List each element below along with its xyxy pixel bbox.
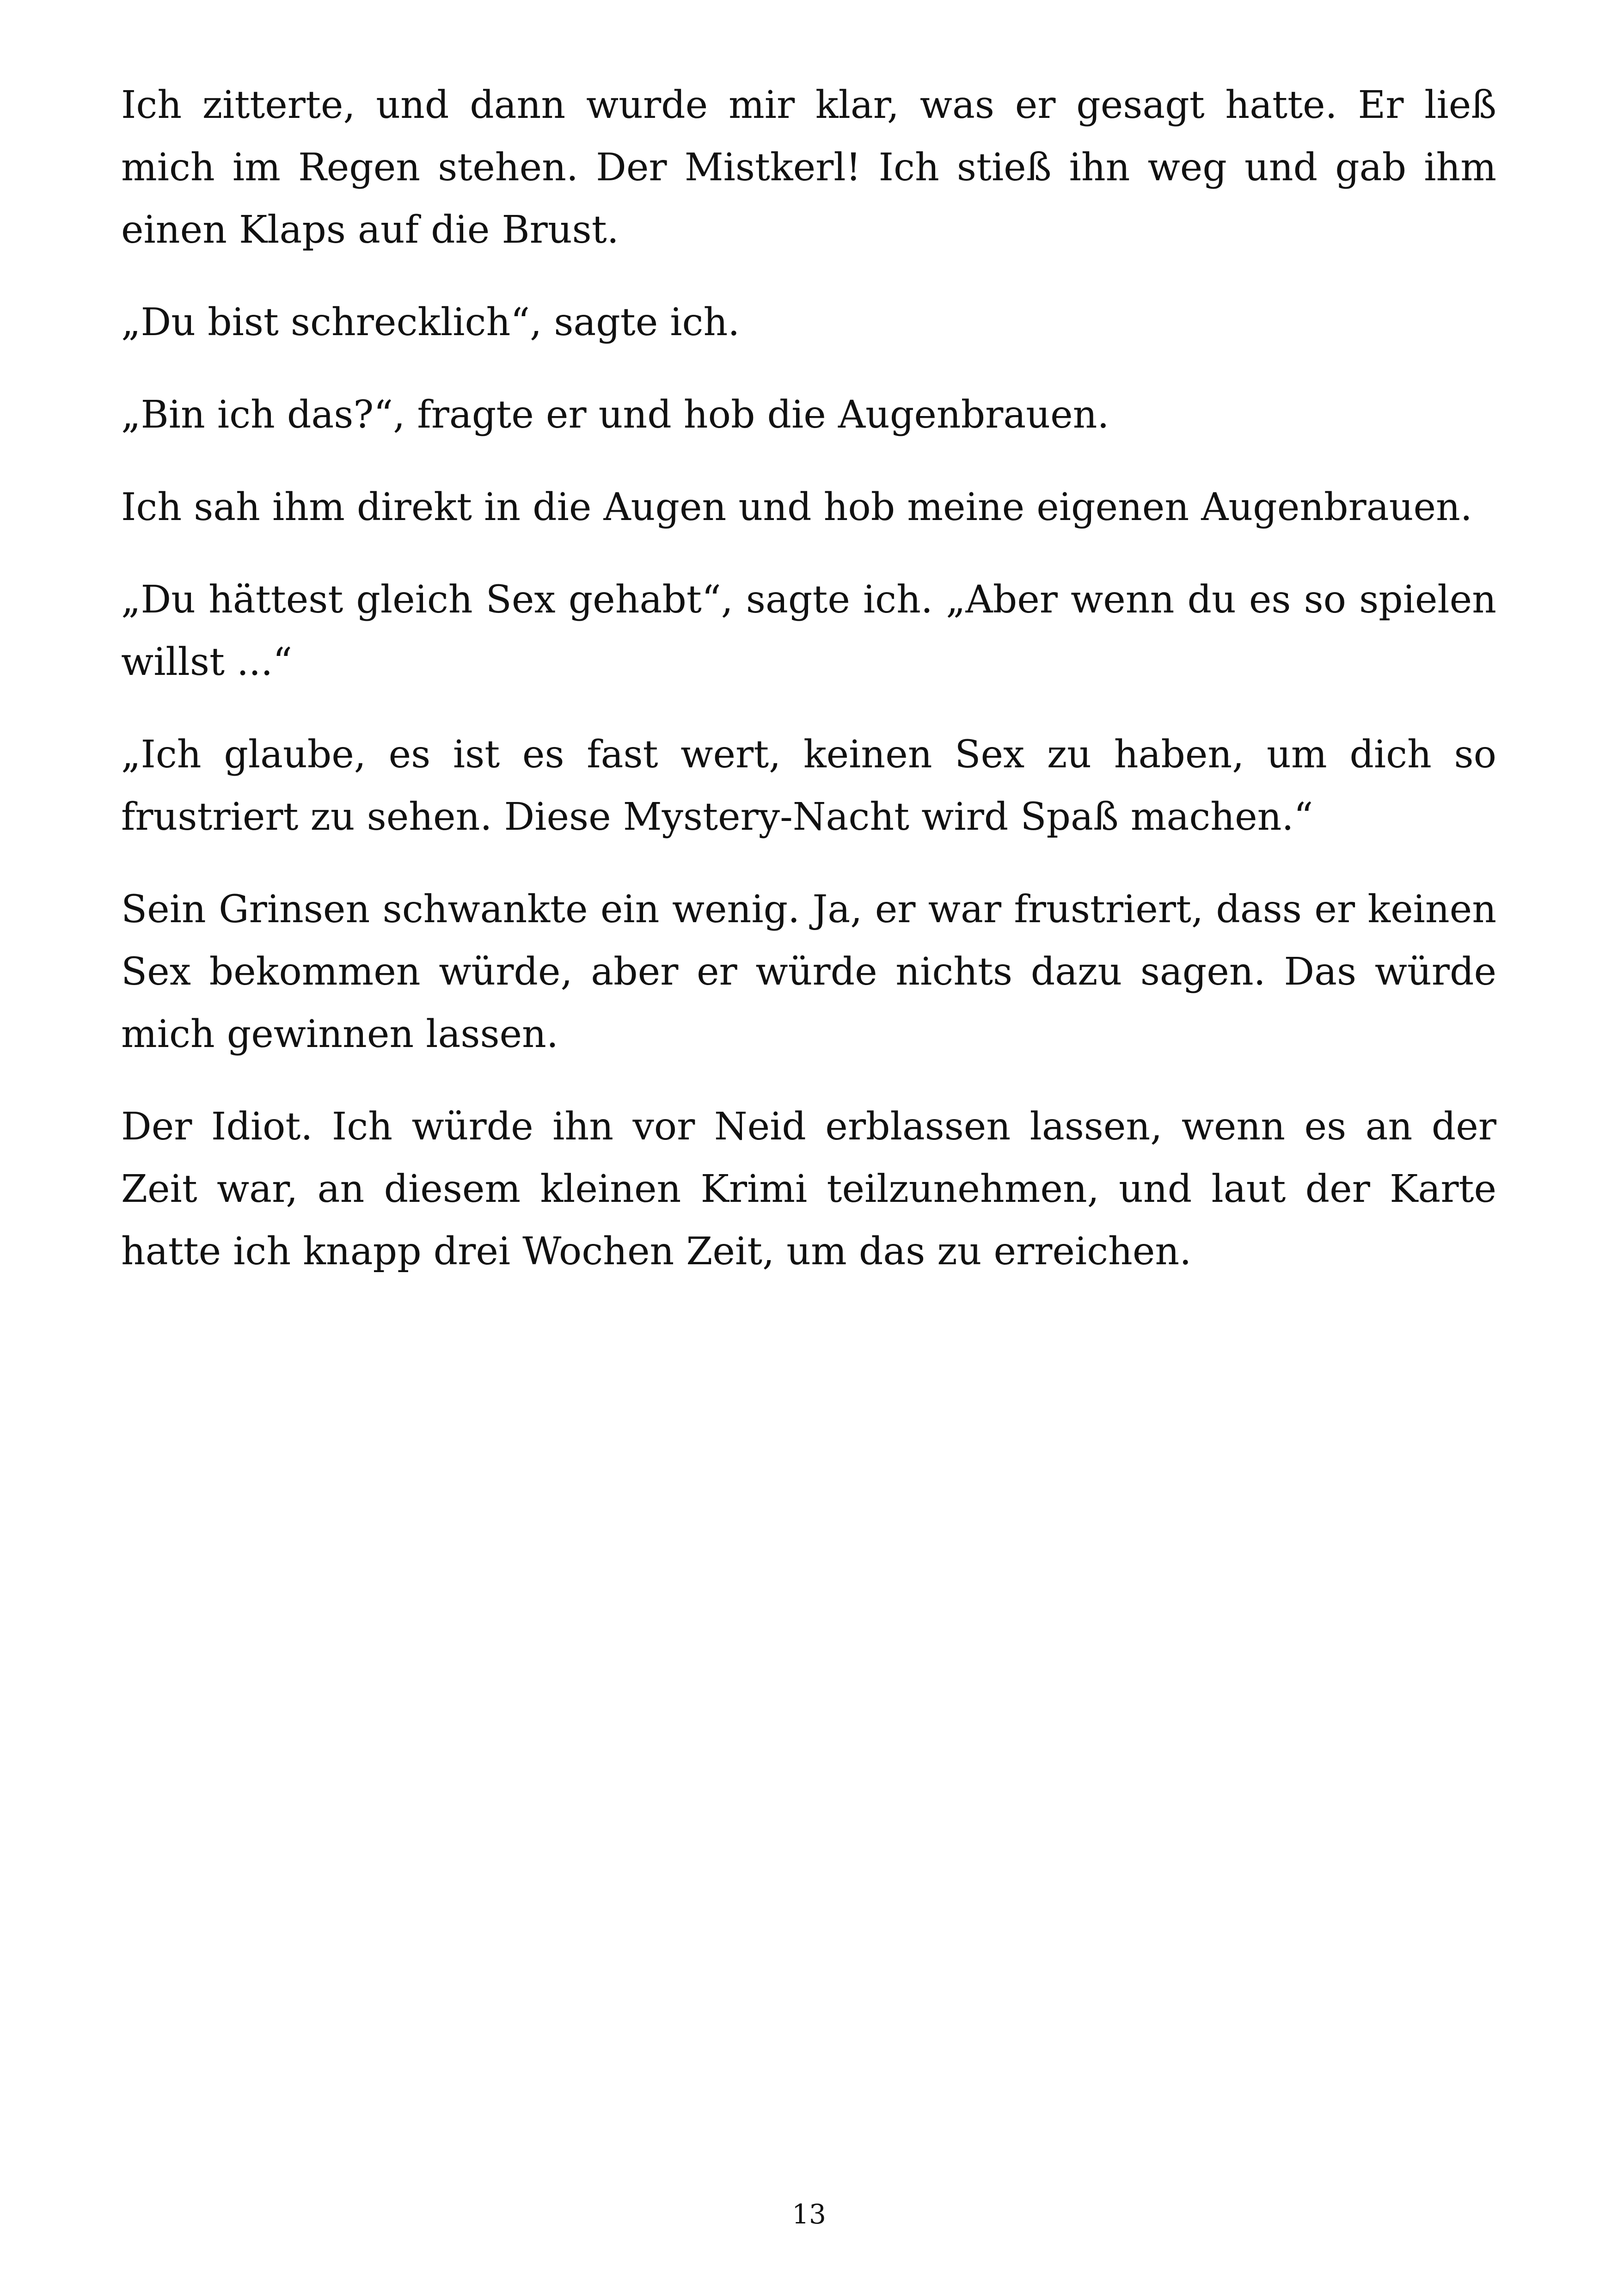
paragraph-2: „Du bist schrecklich“, sagte ich. [121,300,740,344]
body-text [121,74,1496,1313]
page-number: 13 [792,2198,826,2230]
paragraph-4: Ich sah ihm direkt in die Augen und hob meine eigenen Augenbrauen. [121,485,1472,529]
paragraph-5: „Du hättest gleich Sex gehabt“, sagte ich. „Aber wenn du es so spielen willst ...“ [121,578,1496,684]
paragraph-8: Der Idiot. Ich würde ihn vor Neid erblassen lassen, wenn es an der Zeit war, an diesem kleinen Krimi teilzunehmen, und laut der Karte hatte ich knapp drei Wochen Zeit, um das zu erreichen. [121,1105,1496,1274]
paragraph-3: „Bin ich das?“, fragte er und hob die Augenbrauen. [121,393,1109,437]
paragraph-7: Sein Grinsen schwankte ein wenig. Ja, er war frustriert, dass er keinen Sex bekommen würde, aber er würde nichts dazu sagen. Das würde mich gewinnen lassen. [121,888,1496,1056]
paragraph-1: Ich zitterte, und dann wurde mir klar, was er gesagt hatte. Er ließ mich im Regen stehen. Der Mistkerl! Ich stieß ihn weg und gab ihm einen Klaps auf die Brust. [121,83,1496,252]
paragraph-6: „Ich glaube, es ist es fast wert, keinen Sex zu haben, um dich so frustriert zu sehen. Diese Mystery-Nacht wird Spaß machen.“ [121,733,1496,839]
